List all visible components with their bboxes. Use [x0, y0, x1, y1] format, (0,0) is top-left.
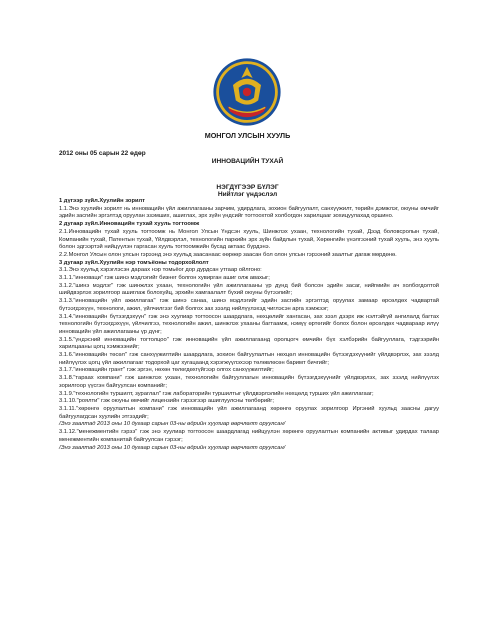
law-paragraph: 3.1.7."инновацийн грант" гэж эргэн, нөхөн төлөгдөхгүйгээр олгох санхүүжилтийг;	[59, 367, 274, 374]
law-paragraph: 3.1.8."тараах компани" гэж шинжлэх ухаан, технологийн байгууллагын инновацийн бүтээгдэхүүнийг үйлдвэрлэх, зах зээлд нийлүүлэх зорилгоор үүсгэн байгуулсан компанийг;	[59, 375, 439, 389]
law-paragraph: 3.1.4."инновацийн бүтээгдэхүүн" гэж энэ хуулиар тогтоосон шаардлага, нөхцөлийг хангасан, зах зээл дээрх иж нэлтэйгүй ангилалд багтах технологийн бүтээгдэхүүн, үйлчилгээ, технологийн ажил, шинжлэх ухааны багтаамж, нэмүү өртөгийг болох болон өрсөлдөх чадвараар илүү инновацийн үйл ажиллагааны үр дүнг;	[59, 313, 439, 335]
article-heading: 1 дүгээр зүйл.Хуулийн зорилт	[59, 198, 145, 204]
law-paragraph: 3.1.3."инновацийн үйл ажиллагаа" гэж шинэ санаа, шинэ мэдлэгийг эдийн засгийн эргэлтэд оруулах замаар өрсөлдөх чадвартай бүтээгдэхүүн, технологи, ажил, үйлчилгээг бий болгох зах зээлд нийлүүлэхэд чиглэсэн арга хэмжээг;	[59, 298, 439, 312]
article-heading: 3 дугаар зүйл.Хуулийн нэр томъёоны тодорхойлолт	[59, 259, 209, 266]
law-paragraph: 2.1.Инновацийн тухай хууль тогтоомж нь Монгол Улсын Үндсэн хууль, Шинжлэх ухаан, технологийн тухай, Дээд боловсролын тухай, Компанийн тухай, Патентын тухай, Үйлдвэрлэл, технологийн паркийн эрх зүйн байдлын тухай, Хөрөнгийн үнэлгээний тухай хууль, энэ хууль болон эдгээртэй нийцүүлэн гаргасан хууль тогтоомжийн бусад актаас бүрдэнэ.	[59, 228, 439, 251]
law-paragraph: 2.2.Монгол Улсын олон улсын гэрээнд энэ хуульд заасанаас өөрөөр заасан бол олон улсын гэрээний заалтыг дагаж мөрдөнө.	[59, 251, 397, 258]
law-paragraph: 3.1.11."хөрөнгө оруулалтын компани" гэж инновацийн үйл ажиллагаанд хөрөнгө оруулах зорилгоор Иргэний хуульд заасны дагуу байгуулагдсан хуулийн этгээдийг;	[59, 405, 439, 420]
law-paragraph: 3.1.12."менежментийн гэрээ" гэж энэ хуулиар тогтоосон шаардлагад нийцүүлэн хөрөнгө оруулалтын компанийн активыг удирдах талаар менежментийн компанитай байгуулсан гэрээг;	[59, 429, 439, 443]
amendment-note: /Энэ заалтад 2013 оны 10 дугаар сарын 03-ны өдрийн хуулиар өөрчлөлт оруулсан/	[59, 444, 286, 451]
law-paragraph: 3.1.5."үндэсний инновацийн тогтолцоо" гэж инновацийн үйл ажиллагаанд оролцогч өмчийн бүх хэлбэрийн байгууллага, тэдгээрийн харилцааны цогц хэмжээнийг;	[59, 336, 439, 351]
chapter-title: НЭГДҮГЭЭР БҮЛЭГ	[216, 184, 279, 191]
article-heading: 2 дугаар зүйл.Инновацийн тухай хууль тогтоомж	[59, 221, 200, 228]
law-paragraph: 3.1.9."технологийн туршилт, зураглал" гэж лабораторийн туршилтыг үйлдвэрлэлийн нөхцөлд турших үйл ажиллагааг;	[59, 390, 374, 397]
law-paragraph: 3.1.2."шинэ мэдлэг" гэж шинжлэх ухаан, технологийн үйл ажиллагааны үр дүнд бий болсон эдийн засаг, нийгмийн ач холбогдолтой шийдвэрлэх зорилгоор ашиглаж болохуйц, эрхийн хамгаалалт бүхий оюуны бүтээлийг;	[59, 282, 439, 297]
law-title: ИННОВАЦИЙН ТУХАЙ	[211, 158, 284, 165]
amendment-note: /Энэ заалтад 2013 оны 10 дугаар сарын 03-ны өдрийн хуулиар өөрчлөлт оруулсан/	[59, 421, 286, 428]
chapter-subtitle: Нийтлэг үндэслэл	[217, 191, 278, 198]
law-paragraph: 3.1.Энэ хуульд хэрэглэсэн дараах нэр томьёог дор дурдсан утгаар ойлгоно:	[59, 267, 262, 274]
law-paragraph: 3.1.1."инноваци" гэж шинэ мэдлэгийг бизнег болгон хувирган ашиг олж авахыг;	[59, 275, 270, 282]
law-body	[59, 198, 439, 452]
law-paragraph: 3.1.6."инновацийн төсөл" гэж санхүүжилтийн шаардлага, зохион байгуулалтын нөхцөл инновацийн бүтээгдэхүүнийг үйлдвэрлэх, зах зээлд нийлүүлэх цогц үйл ажиллагааг тодорхой цаг хугацаанд хэрэгжүүлэхээр төлөвлөсөн баримт бичгийг;	[59, 352, 439, 366]
law-paragraph: 3.1.10."роялти" гэж оюуны өмчийг лицензийн гэрээгээр ашиглуулсны төлбөрийг;	[59, 398, 274, 405]
issuer-heading: МОНГОЛ УЛСЫН ХУУЛЬ	[204, 131, 291, 140]
state-emblem-icon	[212, 57, 282, 127]
law-paragraph: 1.1.Энэ хуулийн зорилт нь инновацийн үйл ажиллагааны зарчим, удирдлага, зохион байгуулалт, санхүүжилт, төрийн дэмжлэг, оюуны өмчийг эдийн засгийн эргэлтэд оруулан эзэмших, ашиглах, эрх зүйн үндсийг тогтоохтой холбогдон харилцааг зохицуулахад оршино.	[59, 205, 439, 220]
enactment-date: 2012 оны 05 сарын 22 өдөр	[59, 150, 146, 157]
